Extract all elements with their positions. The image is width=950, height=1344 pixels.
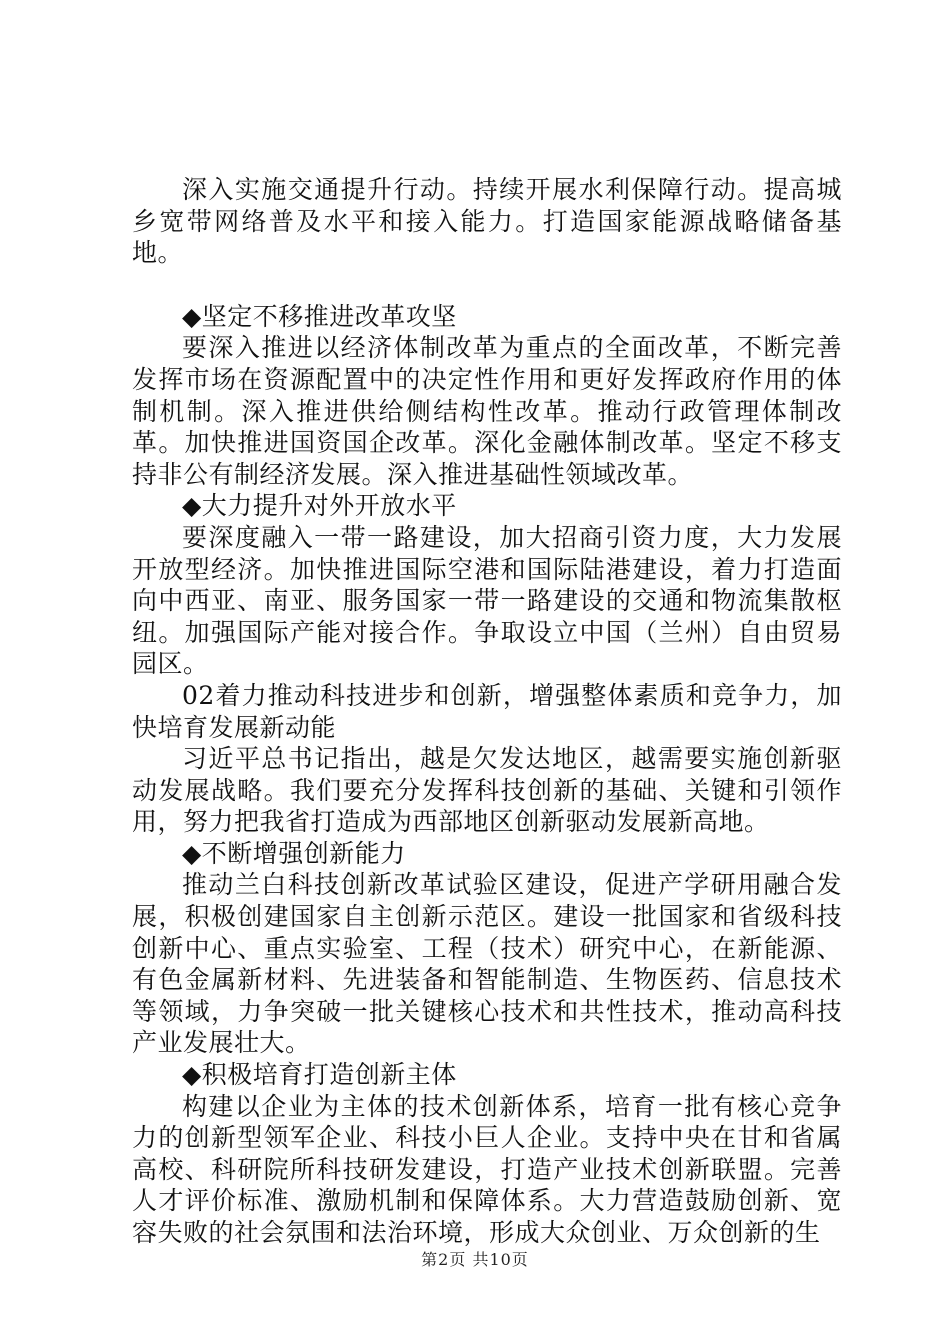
section-heading: ◆不断增强创新能力 [182, 838, 406, 868]
document-body [132, 174, 842, 1249]
paragraph: 要深度融入一带一路建设，加大招商引资力度，大力发展开放型经济。加快推进国际空港和国际陆港建设，着力打造面向中西亚、南亚、服务国家一带一路建设的交通和物流集散枢纽。加强国际产能对接合作。争取设立中国（兰州）自由贸易园区。 [132, 522, 842, 679]
section-heading: ◆大力提升对外开放水平 [182, 491, 457, 521]
paragraph: 深入实施交通提升行动。持续开展水利保障行动。提高城乡宽带网络普及水平和接入能力。打造国家能源战略储备基地。 [132, 175, 842, 268]
chapter-heading: 02着力推动科技进步和创新，增强整体素质和竞争力，加快培育发展新动能 [132, 680, 842, 742]
paragraph: 要深入推进以经济体制改革为重点的全面改革，不断完善发挥市场在资源配置中的决定性作用和更好发挥政府作用的体制机制。深入推进供给侧结构性改革。推动行政管理体制改革。加快推进国资国企改革。深化金融体制改革。坚定不移支持非公有制经济发展。深入推进基础性领域改革。 [132, 333, 842, 489]
paragraph-gap [132, 269, 842, 301]
section-heading: ◆坚定不移推进改革攻坚 [182, 301, 457, 331]
paragraph: 构建以企业为主体的技术创新体系，培育一批有核心竞争力的创新型领军企业、科技小巨人企业。支持中央在甘和省属高校、科研院所科技研发建设，打造产业技术创新联盟。完善人才评价标准、激励机制和保障体系。大力营造鼓励创新、宽容失败的社会氛围和法治环境，形成大众创业、万众创新的生 [132, 1091, 842, 1247]
section-heading: ◆积极培育打造创新主体 [182, 1060, 457, 1090]
paragraph: 推动兰白科技创新改革试验区建设，促进产学研用融合发展，积极创建国家自主创新示范区。建设一批国家和省级科技创新中心、重点实验室、工程（技术）研究中心，在新能源、有色金属新材料、先进装备和智能制造、生物医药、信息技术等领域，力争突破一批关键核心技术和共性技术，推动高科技产业发展壮大。 [132, 870, 842, 1058]
paragraph: 习近平总书记指出，越是欠发达地区，越需要实施创新驱动发展战略。我们要充分发挥科技创新的基础、关键和引领作用，努力把我省打造成为西部地区创新驱动发展新高地。 [132, 744, 842, 837]
page-footer: 第2页 共10页 [421, 1250, 529, 1269]
